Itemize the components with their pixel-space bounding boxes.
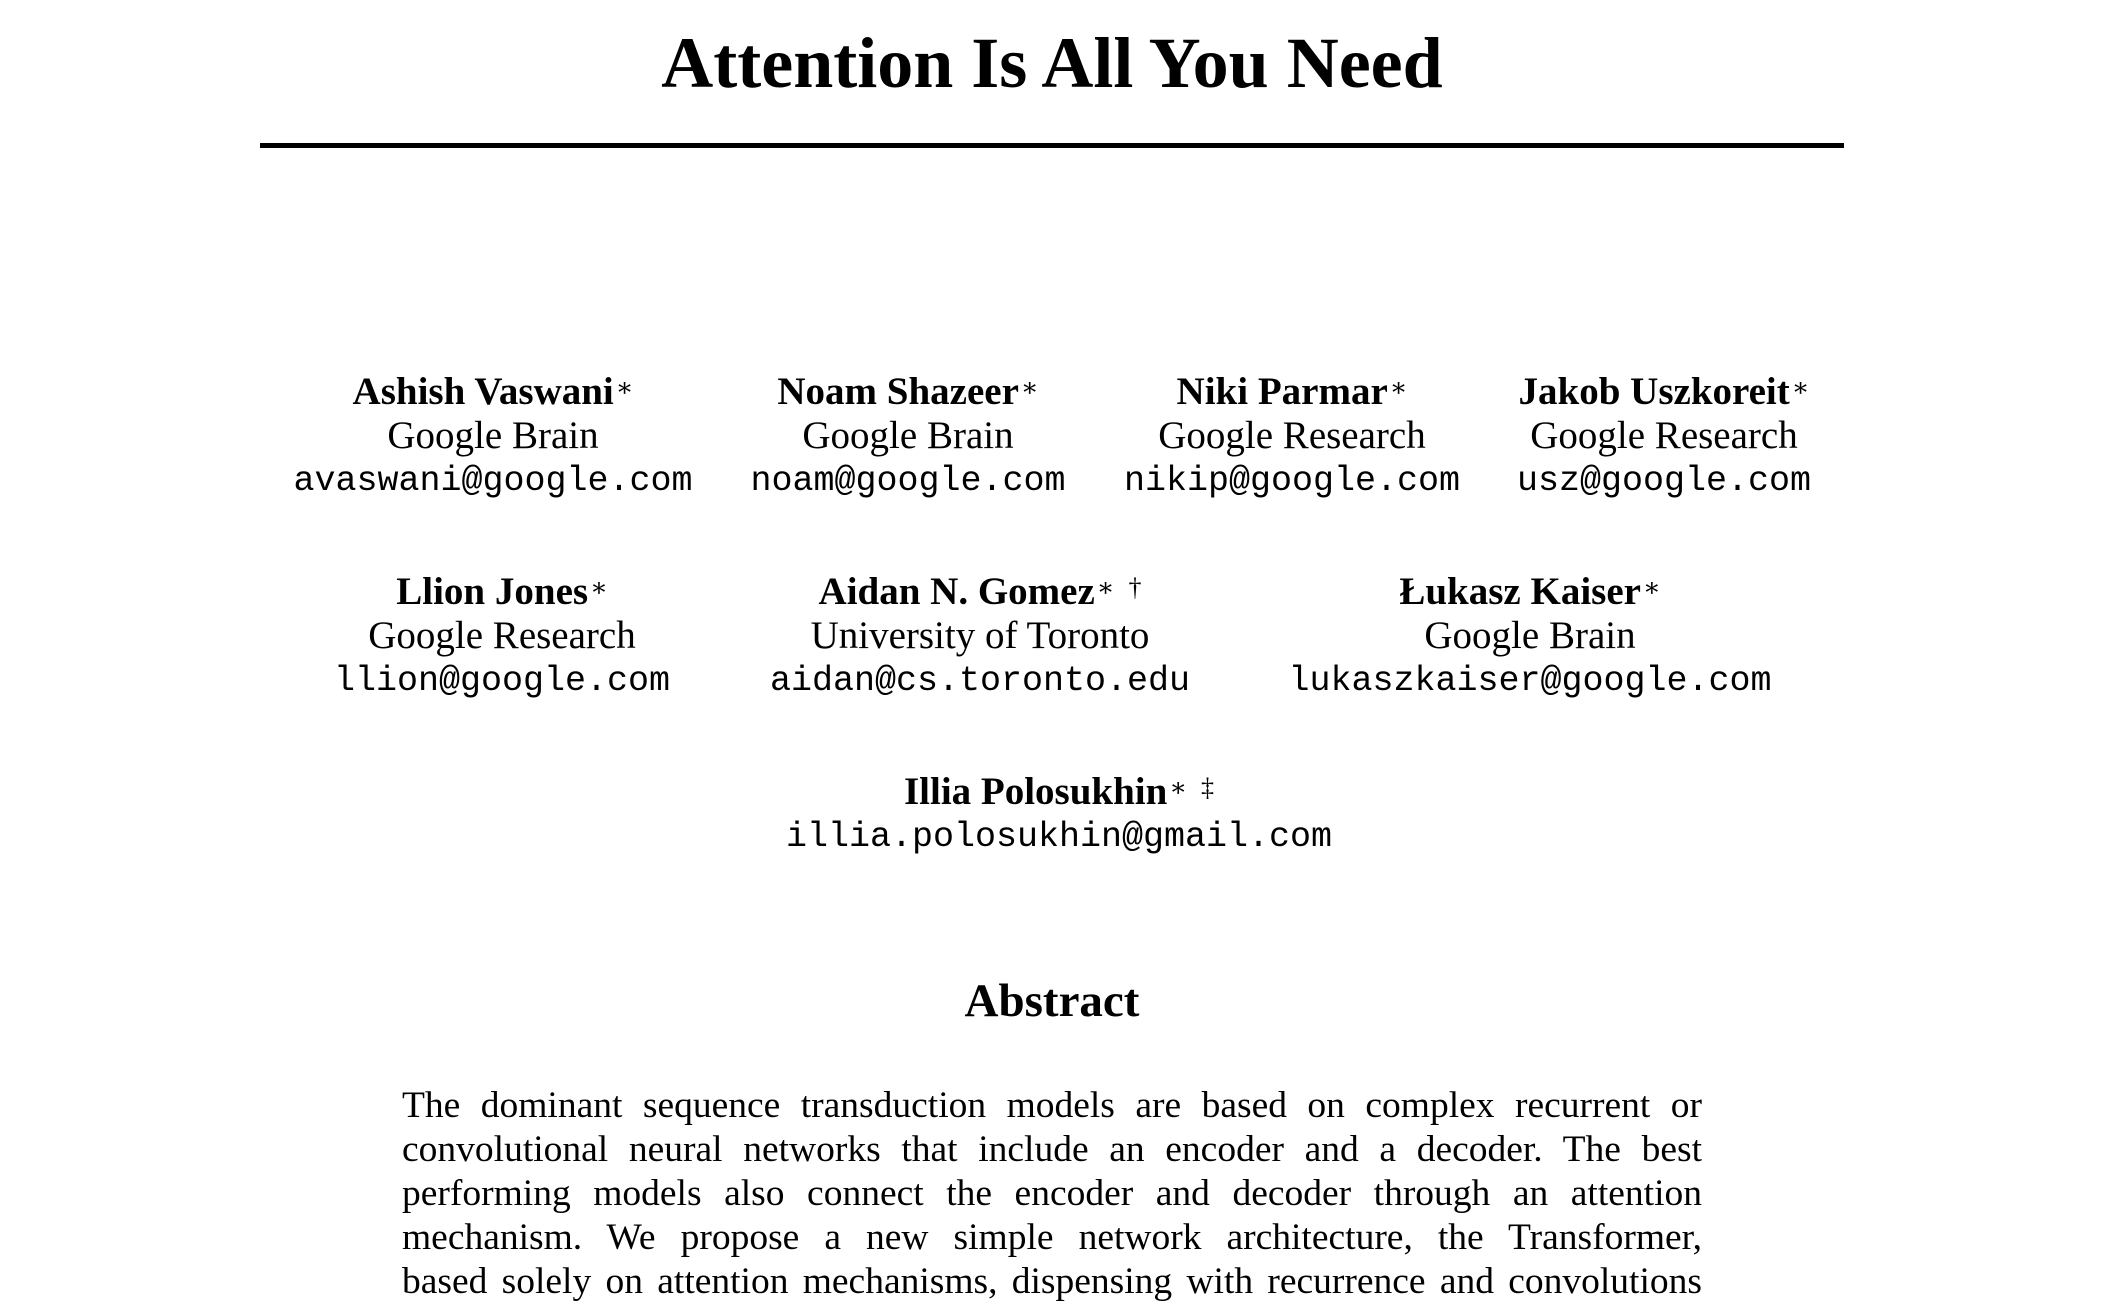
author-affiliation: Google Research [1530, 414, 1798, 457]
abstract-line: performing models also connect the encoder and decoder through an attention [402, 1173, 1702, 1214]
equal-contribution-mark: ∗ [1791, 373, 1810, 402]
abstract-line: The dominant sequence transduction models are based on complex recurrent or [402, 1085, 1702, 1126]
author-block [750, 370, 1065, 504]
abstract-heading: Abstract [964, 975, 1140, 1027]
author-block [1124, 370, 1460, 504]
equal-contribution-mark: ∗ [590, 573, 608, 602]
author-name: Niki Parmar∗ [1176, 370, 1408, 413]
author-block [334, 570, 670, 704]
equal-contribution-mark: ∗ [1020, 373, 1039, 402]
author-email[interactable]: lukaszkaiser@google.com [1288, 661, 1772, 701]
author-block [786, 770, 1332, 860]
author-block [1517, 370, 1811, 504]
author-email[interactable]: llion@google.com [333, 661, 671, 701]
abstract-line: mechanism. We propose a new simple network architecture, the Transformer, [402, 1217, 1702, 1258]
author-affiliation: University of Toronto [810, 614, 1150, 657]
author-affiliation: Google Brain [802, 414, 1014, 457]
author-email[interactable]: avaswani@google.com [293, 461, 693, 501]
author-affiliation: Google Brain [387, 414, 599, 457]
abstract-line: based solely on attention mechanisms, dispensing with recurrence and convolutions [402, 1261, 1702, 1302]
title-rule [260, 143, 1844, 148]
author-name: Illia Polosukhin∗ ‡ [903, 770, 1215, 813]
author-affiliation: Google Brain [1424, 614, 1636, 657]
equal-contribution-mark: ∗ [1642, 573, 1661, 602]
author-name: Ashish Vaswani∗ [352, 370, 634, 413]
author-name: Jakob Uszkoreit∗ [1518, 370, 1810, 413]
author-name: Noam Shazeer∗ [777, 370, 1039, 413]
equal-contribution-mark: ∗ [1096, 573, 1115, 602]
paper-title: Attention Is All You Need [661, 23, 1443, 103]
author-email[interactable]: nikip@google.com [1123, 461, 1461, 501]
author-affiliation: Google Research [1158, 414, 1426, 457]
author-name: Łukasz Kaiser∗ [1399, 570, 1661, 613]
dagger-mark: † [1128, 573, 1142, 602]
abstract-body [402, 1084, 1702, 1304]
author-block [293, 370, 692, 504]
author-email[interactable]: aidan@cs.toronto.edu [769, 661, 1191, 701]
equal-contribution-mark: ∗ [1169, 773, 1188, 802]
author-affiliation: Google Research [368, 614, 636, 657]
author-name: Aidan N. Gomez∗ † [818, 570, 1142, 613]
equal-contribution-mark: ∗ [1389, 373, 1408, 402]
author-block [770, 570, 1190, 704]
author-name: Llion Jones∗ [396, 570, 608, 613]
abstract-line: convolutional neural networks that include an encoder and a decoder. The best [402, 1129, 1702, 1170]
author-email[interactable]: usz@google.com [1516, 461, 1812, 501]
author-email[interactable]: illia.polosukhin@gmail.com [785, 817, 1333, 857]
double-dagger-mark: ‡ [1201, 773, 1215, 802]
equal-contribution-mark: ∗ [615, 373, 634, 402]
author-block [1288, 570, 1771, 704]
author-email[interactable]: noam@google.com [750, 461, 1066, 501]
